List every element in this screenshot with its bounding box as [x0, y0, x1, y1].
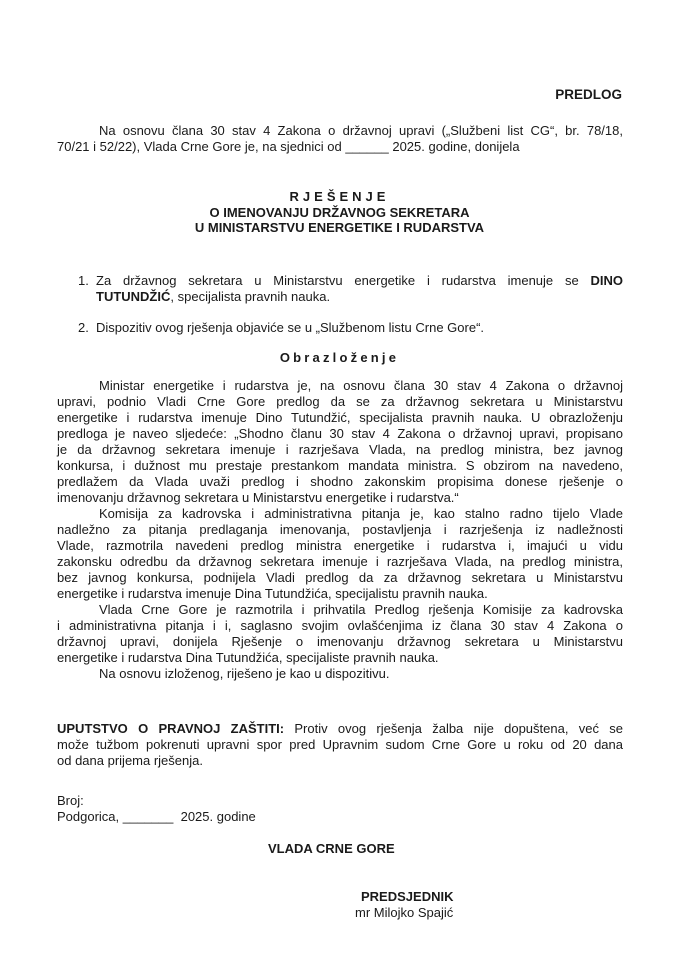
paragraph-line: energetike i rudarstva imenuje Dino Tutundžić, specijalista pravnih nauka. U obrazloženju: [57, 410, 623, 425]
issuer: VLADA CRNE GORE: [268, 841, 395, 856]
legal-remedy: [57, 721, 623, 769]
legal-remedy-line: može tužbom pokrenuti upravni spor pred Upravnim sudom Crne Gore u roku od 20 dana: [57, 737, 623, 752]
signatory-name: mr Milojko Spajić: [355, 905, 454, 920]
disposition-text: Za državnog sekretara u Ministarstvu energetike i rudarstva imenuje se: [96, 273, 591, 288]
paragraph-line: imenovanju državnog sekretara u Ministarstvu energetike i rudarstva.“: [57, 490, 459, 505]
paragraph-line: Vlade, razmotrila navedeni predlog ministra energetike i rudarstva i, imajući u vidu: [57, 538, 623, 553]
paragraph-line: predloga je naveo sljedeće: „Shodno članu 30 stav 4 Zakona o državnoj upravi, propisano: [57, 426, 623, 441]
paragraph-line: Komisija za kadrovska i administrativna pitanja je, kao stalno radno tijelo Vlade: [99, 506, 623, 521]
disposition-line: [96, 289, 623, 305]
paragraph-line: Na osnovu izloženog, riješeno je kao u dispozitivu.: [99, 666, 390, 681]
paragraph-line: bez javnog konkursa, podnijela Vladi predlog da za državnog sekretara u Ministarstvu: [57, 570, 623, 585]
disposition-text: Dispozitiv ovog rješenja objaviće se u „Službenom listu Crne Gore“.: [96, 320, 485, 335]
paragraph-line: i administrativna pitanja i i, saglasno svojim ovlašćenjima iz člana 30 stav 4 Zakona o: [57, 618, 623, 633]
signatory-title: PREDSJEDNIK: [361, 889, 454, 904]
preamble: [57, 123, 623, 155]
title-subject-line2: U MINISTARSTVU ENERGETIKE I RUDARSTVA: [194, 220, 485, 235]
paragraph-line: državnoj upravi, donijela Rješenje o imenovanju državnog sekretara u Ministarstvu: [57, 634, 623, 649]
document-title: [0, 189, 679, 236]
title-subject-line1: O IMENOVANJU DRŽAVNOG SEKRETARA: [209, 204, 470, 220]
paragraph-line: Ministar energetike i rudarstva je, na osnovu člana 30 stav 4 Zakona o državnoj: [99, 378, 623, 393]
appointee-last-name: TUTUNDŽIĆ: [96, 289, 171, 304]
document-number: Broj:: [57, 793, 84, 808]
legal-remedy-text: Protiv ovog rješenja žalba nije dopuštena, već se: [284, 721, 623, 736]
legal-remedy-line: od dana prijema rješenja.: [57, 753, 203, 768]
disposition-line: [96, 273, 623, 289]
legal-remedy-label: UPUTSTVO O PRAVNOJ ZAŠTITI:: [57, 721, 285, 736]
preamble-line: Na osnovu člana 30 stav 4 Zakona o državnoj upravi („Službeni list CG“, br. 78/18,: [99, 123, 623, 138]
reasoning-paragraph-3: [57, 602, 623, 666]
paragraph-line: upravi, podnio Vladi Crne Gore predlog da se za državnog sekretara u Ministarstvu: [57, 394, 623, 409]
paragraph-line: je da državnog sekretara imenuje i razrješava Vlada, na predlog ministra, bez javnog: [57, 442, 623, 457]
paragraph-line: Vlada Crne Gore je razmotrila i prihvatila Predlog rješenja Komisije za kadrovska: [99, 602, 623, 617]
preamble-line: 70/21 i 52/22), Vlada Crne Gore je, na sjednici od ______ 2025. godine, donijela: [57, 139, 520, 154]
reasoning-paragraph-1: [57, 378, 623, 506]
place-date: Podgorica, _______ 2025. godine: [57, 809, 256, 824]
reasoning-heading: Obrazloženje: [279, 350, 400, 365]
legal-remedy-line: [57, 721, 623, 737]
paragraph-line: energetike i rudarstva imenuje Dina Tutundžića, specijalistu pravnih nauka.: [57, 586, 488, 601]
reasoning-paragraph-2: [57, 506, 623, 602]
document-status-label: PREDLOG: [555, 87, 622, 102]
disposition-text: , specijalista pravnih nauka.: [170, 289, 331, 304]
paragraph-line: konkursa, i dužnost mu prestaje prestankom mandata ministra. S obzirom na navedeno,: [57, 458, 623, 473]
paragraph-line: energetike i rudarstva Dina Tutundžića, specijaliste pravnih nauka.: [57, 650, 439, 665]
paragraph-line: predlažem da Vlada uvaži predlog i shodno zakonskim propisima donese rješenje o: [57, 474, 623, 489]
paragraph-line: zakonsku odredbu da državnog sekretara imenuje i razrješava Vlada, na predlog ministra,: [57, 554, 623, 569]
title-rjesenje: RJEŠENJE: [289, 189, 390, 204]
appointee-first-name: DINO: [590, 273, 623, 288]
disposition-number: 1.: [78, 273, 89, 288]
reasoning-paragraph-4: [57, 666, 623, 682]
paragraph-line: nadležno za pitanja predlaganja imenovanja, postavljenja i razrješenja iz nadležnosti: [57, 522, 623, 537]
disposition-number: 2.: [78, 320, 89, 335]
